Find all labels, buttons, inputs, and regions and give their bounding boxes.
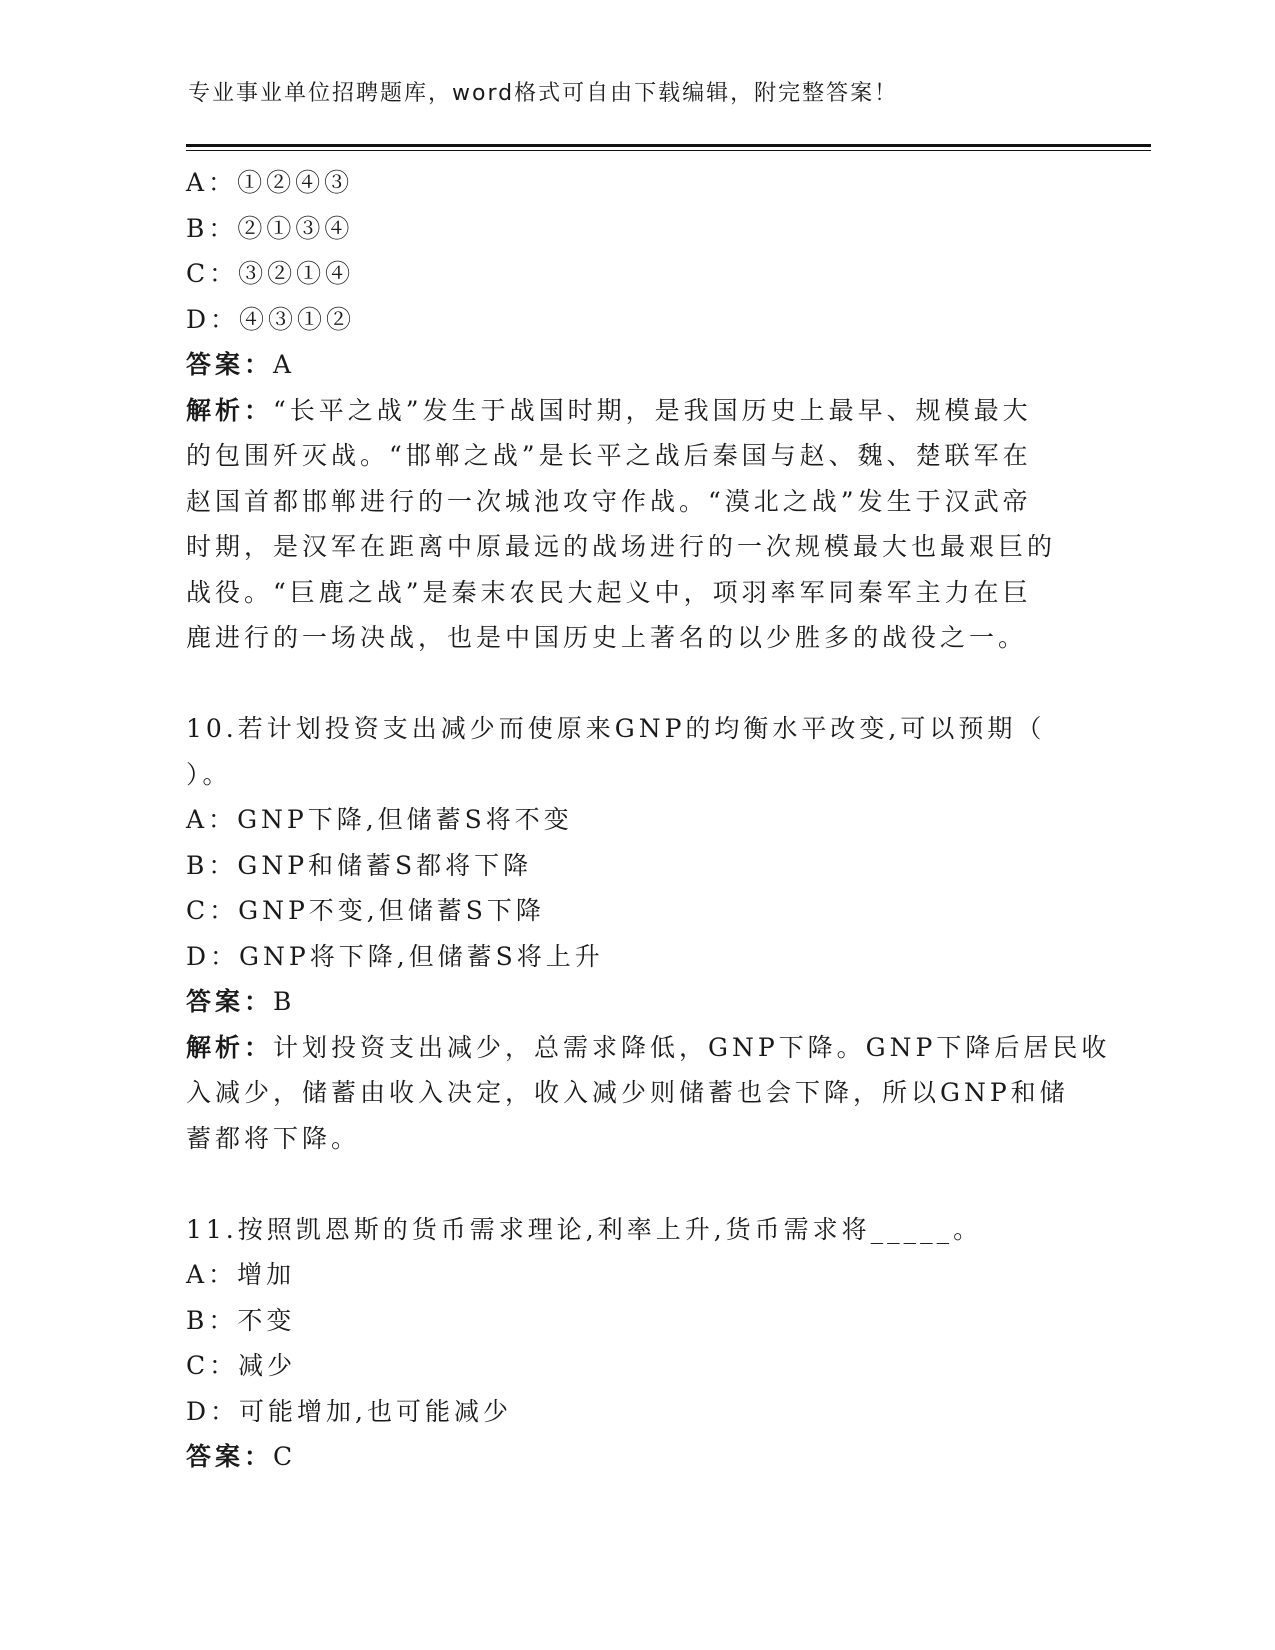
- analysis-label: 解析：: [186, 1032, 274, 1062]
- option-c: C：减少: [186, 1351, 297, 1380]
- analysis-line: 解析：“长平之战”发生于战国时期，是我国历史上最早、规模最大: [186, 395, 1032, 425]
- answer-value: C: [273, 1442, 297, 1471]
- page-header: 专业事业单位招聘题库，word格式可自由下载编辑，附完整答案！: [188, 81, 899, 106]
- question-stem: 11.按照凯恩斯的货币需求理论,利率上升,货币需求将_____。: [186, 1214, 983, 1244]
- analysis-line: 赵国首都邯郸进行的一次城池攻守作战。“漠北之战”发生于汉武帝: [186, 486, 1032, 516]
- option-d: D：可能增加,也可能减少: [186, 1396, 512, 1426]
- analysis-line: 时期，是汉军在距离中原最远的战场进行的一次规模最大也最艰巨的: [186, 532, 1057, 561]
- answer-label: 答案：: [186, 350, 274, 379]
- option-a: A：增加: [186, 1260, 296, 1289]
- analysis-line: 的包围歼灭战。“邯郸之战”是长平之战后秦国与赵、魏、楚联军在: [186, 441, 1032, 470]
- option-b: B：②①③④: [186, 213, 354, 243]
- answer: [186, 342, 1086, 388]
- option-b: B：GNP和储蓄S都将下降: [186, 850, 533, 880]
- header-rule-thin: [186, 150, 1151, 151]
- answer: [186, 979, 1086, 1025]
- option-a: A：①②④③: [186, 168, 354, 197]
- question-9: [186, 160, 1086, 661]
- answer-label: 答案：: [186, 987, 274, 1016]
- option-c: C：GNP不变,但储蓄S下降: [186, 896, 545, 925]
- question-stem: ）。: [186, 759, 232, 789]
- question-10: [186, 706, 1111, 1161]
- analysis-line: 入减少，储蓄由收入决定，收入减少则储蓄也会下降，所以GNP和储: [186, 1078, 1069, 1107]
- option-d: D：④③①②: [186, 304, 356, 334]
- question-stem: 10.若计划投资支出减少而使原来GNP的均衡水平改变,可以预期（: [186, 714, 1046, 743]
- option-a: A：GNP下降,但储蓄S将不变: [186, 805, 573, 834]
- analysis-line: 蓄都将下降。: [186, 1123, 361, 1153]
- question-11: [186, 1207, 1086, 1480]
- option-b: B：不变: [186, 1305, 296, 1335]
- analysis-label: 解析：: [186, 395, 274, 425]
- document-body: [186, 160, 1111, 1480]
- answer-value: B: [273, 987, 296, 1016]
- answer-value: A: [273, 350, 296, 379]
- option-d: D：GNP将下降,但储蓄S将上升: [186, 941, 604, 971]
- answer: [186, 1434, 1086, 1480]
- answer-label: 答案：: [186, 1442, 274, 1471]
- header-rule-thick: [186, 144, 1151, 147]
- analysis-line: 鹿进行的一场决战，也是中国历史上著名的以少胜多的战役之一。: [186, 623, 1028, 652]
- analysis-line: 解析：计划投资支出减少，总需求降低，GNP下降。GNP下降后居民收: [186, 1032, 1111, 1062]
- analysis-line: 战役。“巨鹿之战”是秦末农民大起义中，项羽率军同秦军主力在巨: [186, 577, 1032, 607]
- option-c: C：③②①④: [186, 259, 355, 288]
